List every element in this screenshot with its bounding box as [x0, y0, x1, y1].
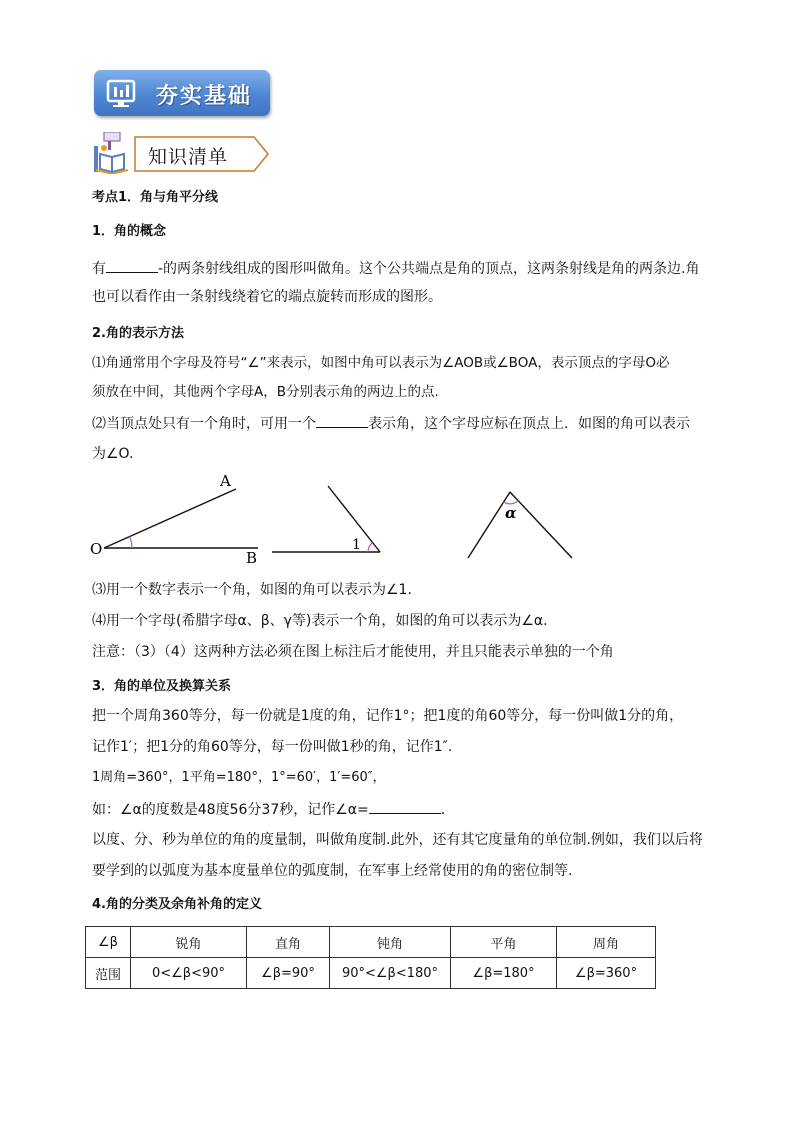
units-line-2: 记作1′；把1分的角60等分，每一份叫做1秒的角，记作1″.	[92, 739, 453, 755]
fill-blank	[369, 799, 441, 814]
label-b: B	[246, 549, 258, 567]
concept-line-1	[92, 258, 700, 279]
heading-angle-concept: 1．角的概念	[92, 224, 167, 239]
label-o: O	[90, 540, 103, 558]
table-cell: ∠β	[86, 927, 131, 958]
label-a: A	[220, 472, 231, 490]
table-cell: 90°<∠β<180°	[330, 958, 451, 989]
topic-heading: 考点1．角与角平分线	[92, 190, 219, 205]
heading-angle-notation: 2.角的表示方法	[92, 326, 184, 341]
units-example: 如：∠α的度数是48度56分37秒，记作∠α=	[92, 802, 369, 818]
notation-p4: ⑷用一个字母(希腊字母α、β、γ等)表示一个角，如图的角可以表示为∠α.	[92, 613, 548, 629]
notation-p3: ⑶用一个数字表示一个角，如图的角可以表示为∠1.	[92, 582, 412, 598]
units-line-1: 把一个周角360等分，每一份就是1度的角，记作1°；把1度的角60等分，每一份叫做1分的角，	[92, 708, 684, 724]
table-cell: 钝角	[330, 927, 451, 958]
table-cell: 平角	[451, 927, 557, 958]
figure-angle-alpha	[468, 492, 572, 558]
monitor-icon	[104, 78, 138, 108]
fill-blank	[106, 258, 158, 273]
table-row	[86, 958, 656, 989]
book-icon	[92, 132, 132, 174]
heading-angle-classification: 4.角的分类及余角补角的定义	[92, 897, 262, 912]
table-cell: ∠β=90°	[247, 958, 330, 989]
angle-figures	[80, 470, 600, 570]
concept-line-1-start: 有	[92, 261, 106, 277]
table-cell: 直角	[247, 927, 330, 958]
notation-p2-start: ⑵当顶点处只有一个角时，可用一个	[92, 416, 316, 432]
notation-p2-line1	[92, 413, 690, 434]
heading-angle-units: 3．角的单位及换算关系	[92, 679, 232, 694]
table-cell: 范围	[86, 958, 131, 989]
fill-blank	[316, 413, 368, 428]
notation-p2-line2: 为∠O.	[92, 446, 134, 462]
table-cell: ∠β=360°	[557, 958, 656, 989]
notation-p2-end: 表示角，这个字母应标在顶点上．如图的角可以表示	[368, 416, 690, 432]
banner-title: 夯实基础	[156, 84, 253, 109]
section-title: 知识清单	[148, 146, 229, 168]
concept-line-1-end: -的两条射线组成的图形叫做角。这个公共端点是角的顶点，这两条射线是角的两条边.角	[158, 261, 700, 277]
table-cell: ∠β=180°	[451, 958, 557, 989]
units-line-6: 要学到的以弧度为基本度量单位的弧度制，在军事上经常使用的角的密位制等.	[92, 863, 573, 879]
angle-arc	[130, 537, 132, 548]
units-example-end: .	[440, 802, 446, 818]
units-line-3: 1周角=360°，1平角=180°，1°=60′，1′=60″，	[92, 770, 386, 785]
figure-angle-aob	[90, 472, 258, 567]
units-line-4	[92, 799, 445, 820]
notation-note: 注意：（3）（4）这两种方法必须在图上标注后才能使用，并且只能表示单独的一个角	[92, 644, 614, 660]
table-cell: 锐角	[131, 927, 247, 958]
table-header-row	[86, 927, 656, 958]
notation-p1-line1: ⑴角通常用个字母及符号“∠”来表示，如图中角可以表示为∠AOB或∠BOA，表示顶点的字母O必	[92, 355, 670, 371]
table-cell: 0<∠β<90°	[131, 958, 247, 989]
section-banner	[94, 70, 270, 116]
units-line-5: 以度、分、秒为单位的角的度量制，叫做角度制.此外，还有其它度量角的单位制.例如，我们以后将	[92, 832, 703, 848]
table-cell: 周角	[557, 927, 656, 958]
notation-p1-line2: 须放在中间，其他两个字母A，B分别表示角的两边上的点.	[92, 384, 439, 400]
label-alpha: α	[505, 504, 517, 522]
concept-line-2: 也可以看作由一条射线绕着它的端点旋转而形成的图形。	[92, 289, 442, 305]
ray-right	[510, 492, 572, 558]
angle-classification-table	[85, 926, 656, 989]
angle-arc	[368, 543, 373, 552]
figure-angle-1	[272, 486, 380, 553]
label-1: 1	[352, 537, 361, 553]
ray-oa	[104, 489, 236, 548]
